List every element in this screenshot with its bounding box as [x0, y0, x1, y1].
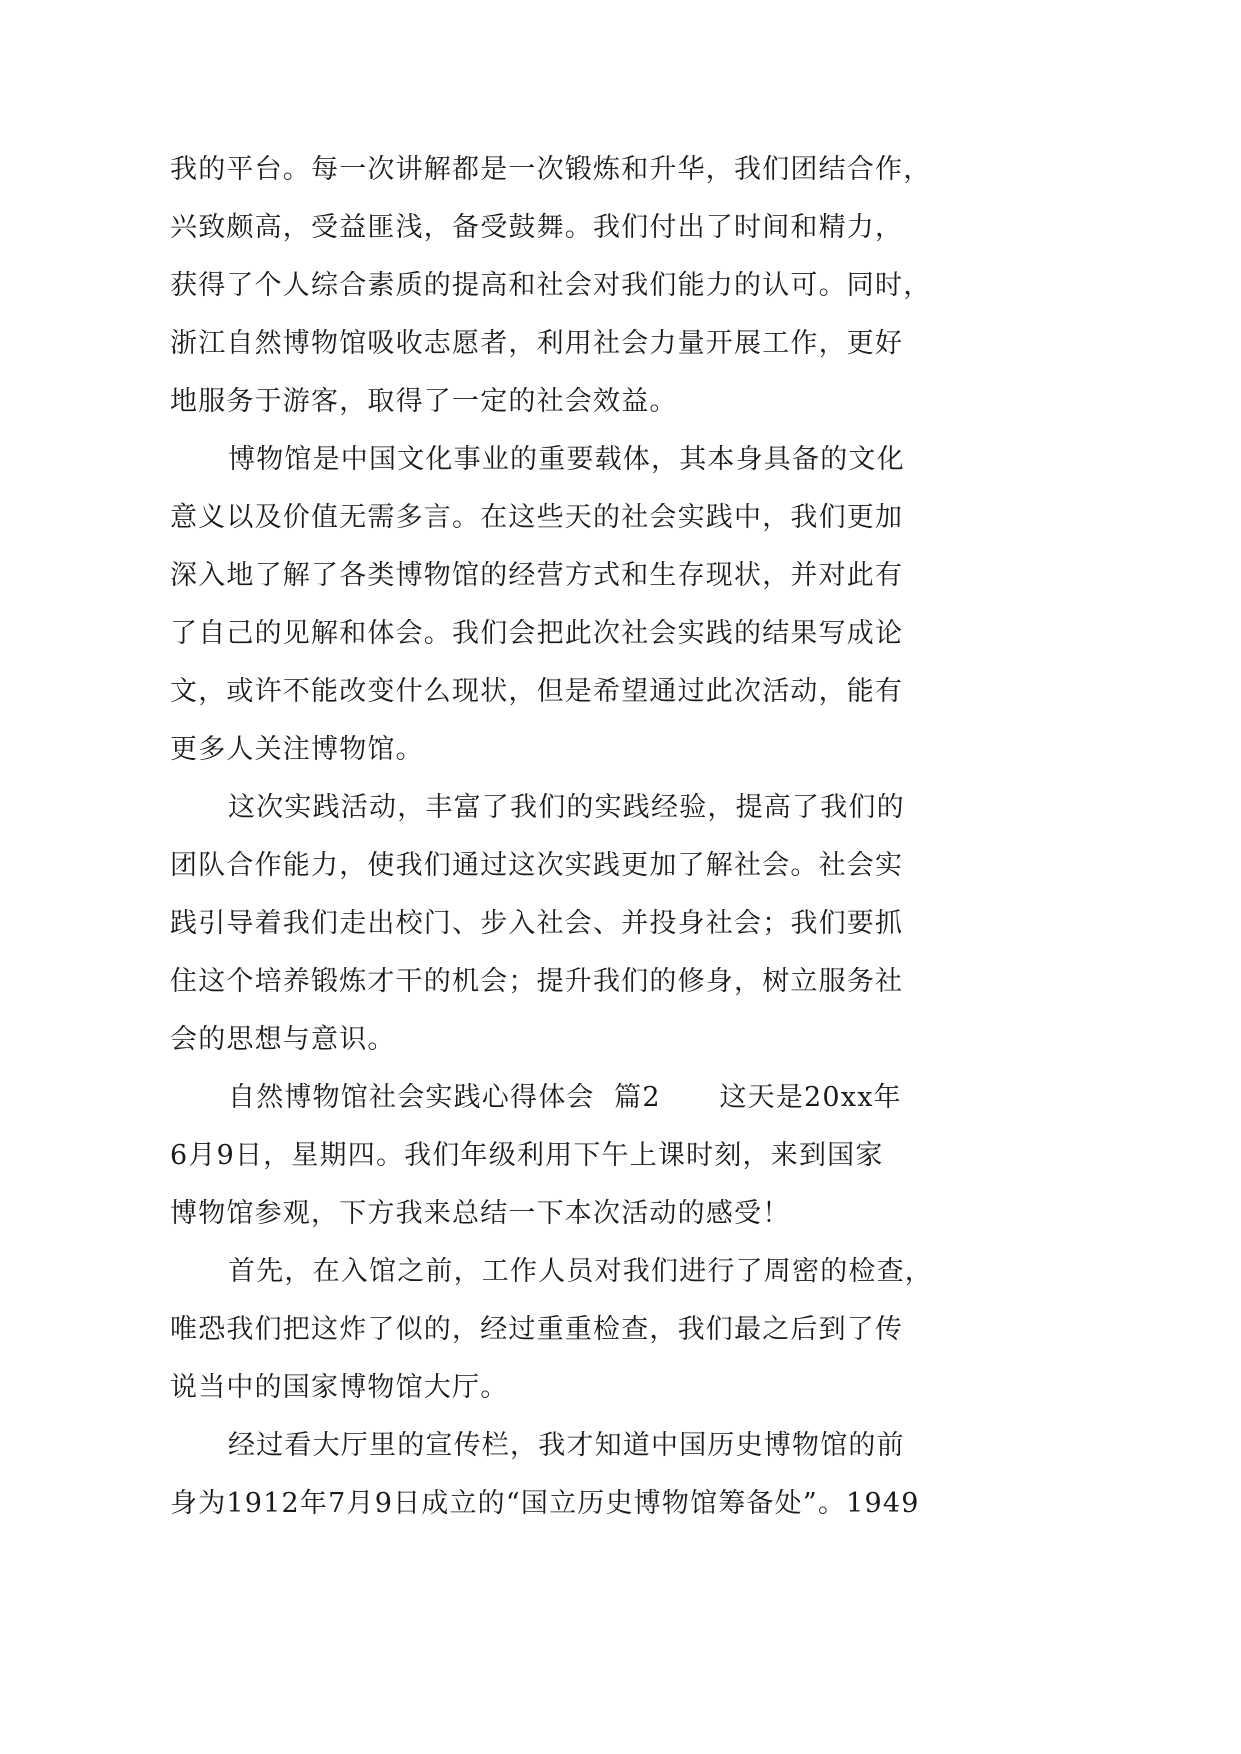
section-heading-line: 自然博物馆社会实践心得体会 篇2 这天是20xx年 — [228, 1082, 902, 1113]
paragraph-line: 意义以及价值无需多言。在这些天的社会实践中，我们更加 — [170, 502, 904, 533]
paragraph-line: 兴致颇高，受益匪浅，备受鼓舞。我们付出了时间和精力， — [170, 212, 904, 243]
paragraph-line: 会的思想与意识。 — [170, 1024, 396, 1055]
paragraph-line: 住这个培养锻炼才干的机会；提升我们的修身，树立服务社 — [170, 966, 904, 997]
paragraph-line: 经过看大厅里的宣传栏，我才知道中国历史博物馆的前 — [228, 1430, 905, 1461]
paragraph-line: 说当中的国家博物馆大厅。 — [170, 1372, 509, 1403]
paragraph-line: 浙江自然博物馆吸收志愿者，利用社会力量开展工作，更好 — [170, 328, 904, 359]
paragraph-line: 团队合作能力，使我们通过这次实践更加了解社会。社会实 — [170, 850, 904, 881]
paragraph-line: 文，或许不能改变什么现状，但是希望通过此次活动，能有 — [170, 676, 904, 707]
paragraph-line: 6月9日，星期四。我们年级利用下午上课时刻，来到国家 — [170, 1140, 884, 1171]
paragraph-line: 博物馆参观，下方我来总结一下本次活动的感受！ — [170, 1198, 791, 1229]
paragraph-line: 我的平台。每一次讲解都是一次锻炼和升华，我们团结合作， — [170, 154, 932, 185]
paragraph-line: 践引导着我们走出校门、步入社会、并投身社会；我们要抓 — [170, 908, 904, 939]
paragraph-line: 首先，在入馆之前，工作人员对我们进行了周密的检查， — [228, 1256, 933, 1287]
paragraph-line: 唯恐我们把这炸了似的，经过重重检查，我们最之后到了传 — [170, 1314, 904, 1345]
paragraph-line: 更多人关注博物馆。 — [170, 734, 424, 765]
paragraph-line: 了自己的见解和体会。我们会把此次社会实践的结果写成论 — [170, 618, 904, 649]
paragraph-line: 博物馆是中国文化事业的重要载体，其本身具备的文化 — [228, 444, 905, 475]
paragraph-line: 地服务于游客，取得了一定的社会效益。 — [170, 386, 678, 417]
paragraph-line: 这次实践活动，丰富了我们的实践经验，提高了我们的 — [228, 792, 905, 823]
paragraph-line: 身为1912年7月9日成立的“国立历史博物馆筹备处”。1949 — [170, 1488, 920, 1519]
paragraph-line: 获得了个人综合素质的提高和社会对我们能力的认可。同时， — [170, 270, 932, 301]
paragraph-line: 深入地了解了各类博物馆的经营方式和生存现状，并对此有 — [170, 560, 904, 591]
